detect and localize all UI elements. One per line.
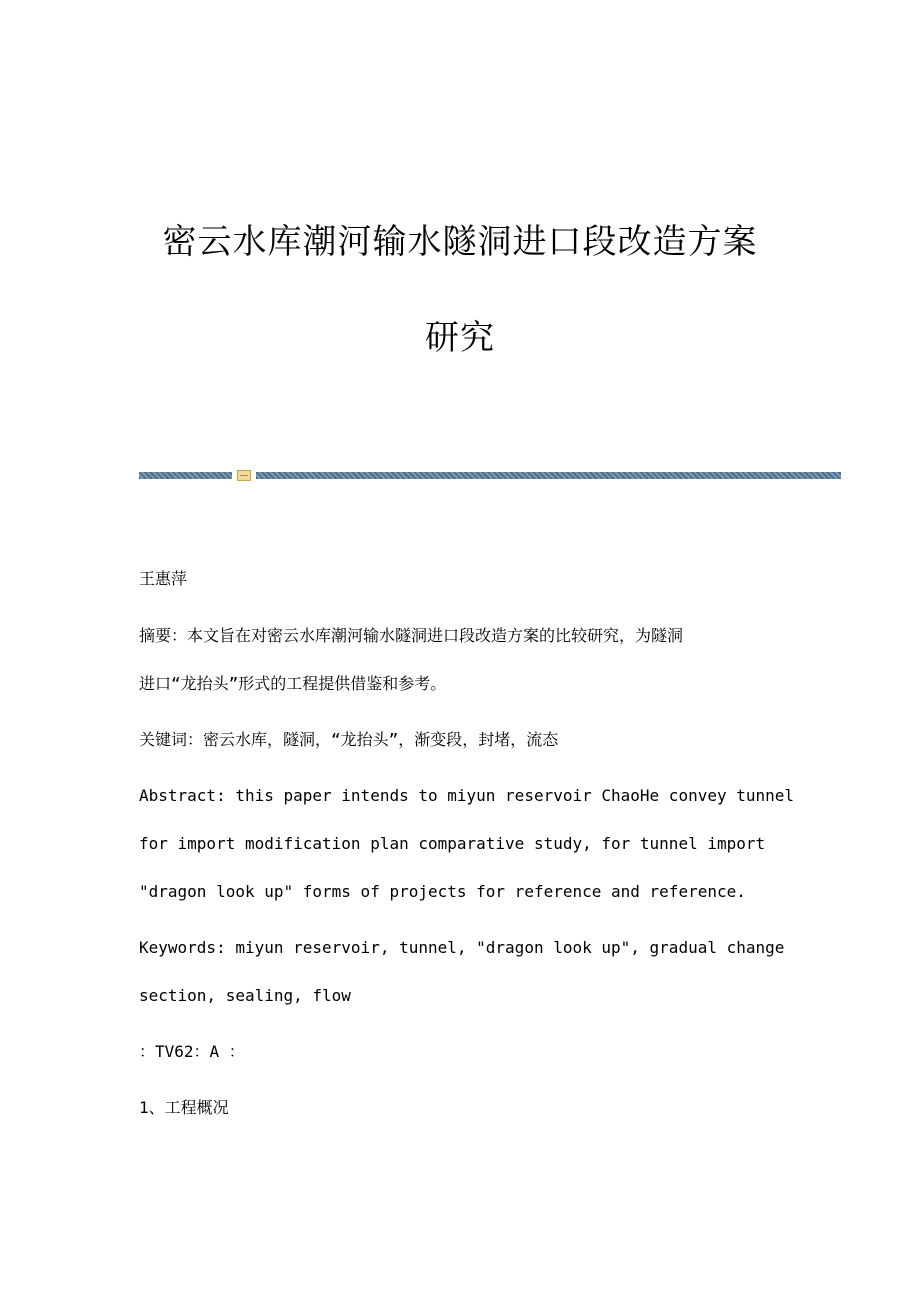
- abstract-cn-line-1: 摘要：本文旨在对密云水库潮河输水隧洞进口段改造方案的比较研究，为隧洞: [139, 626, 684, 645]
- abstract-cn-line-2: 进口“龙抬头”形式的工程提供借鉴和参考。: [139, 674, 447, 693]
- divider-ornament-icon: [237, 470, 251, 481]
- section-heading: 1、工程概况: [139, 1098, 229, 1117]
- keywords-cn: 关键词：密云水库，隧洞，“龙抬头”，渐变段，封堵，流态: [139, 730, 559, 749]
- keywords-en-line-1: Keywords: miyun reservoir, tunnel, "dragon look up", gradual change: [139, 938, 785, 957]
- author: 王惠萍: [139, 569, 188, 588]
- divider-bar-left: [139, 472, 232, 479]
- keywords-en-line-2: section, sealing, flow: [139, 986, 351, 1005]
- title-line-2: 研究: [425, 318, 495, 358]
- abstract-en-line-2: for import modification plan comparative study, for tunnel import: [139, 834, 766, 853]
- abstract-en-line-3: "dragon look up" forms of projects for reference and reference.: [139, 882, 746, 901]
- classification-code: ：TV62：A ：: [139, 1042, 245, 1061]
- title-line-1: 密云水库潮河输水隧洞进口段改造方案: [162, 222, 758, 262]
- divider-bar-right: [256, 472, 841, 479]
- title-divider: [139, 470, 841, 481]
- abstract-en-line-1: Abstract: this paper intends to miyun reservoir ChaoHe convey tunnel: [139, 786, 795, 805]
